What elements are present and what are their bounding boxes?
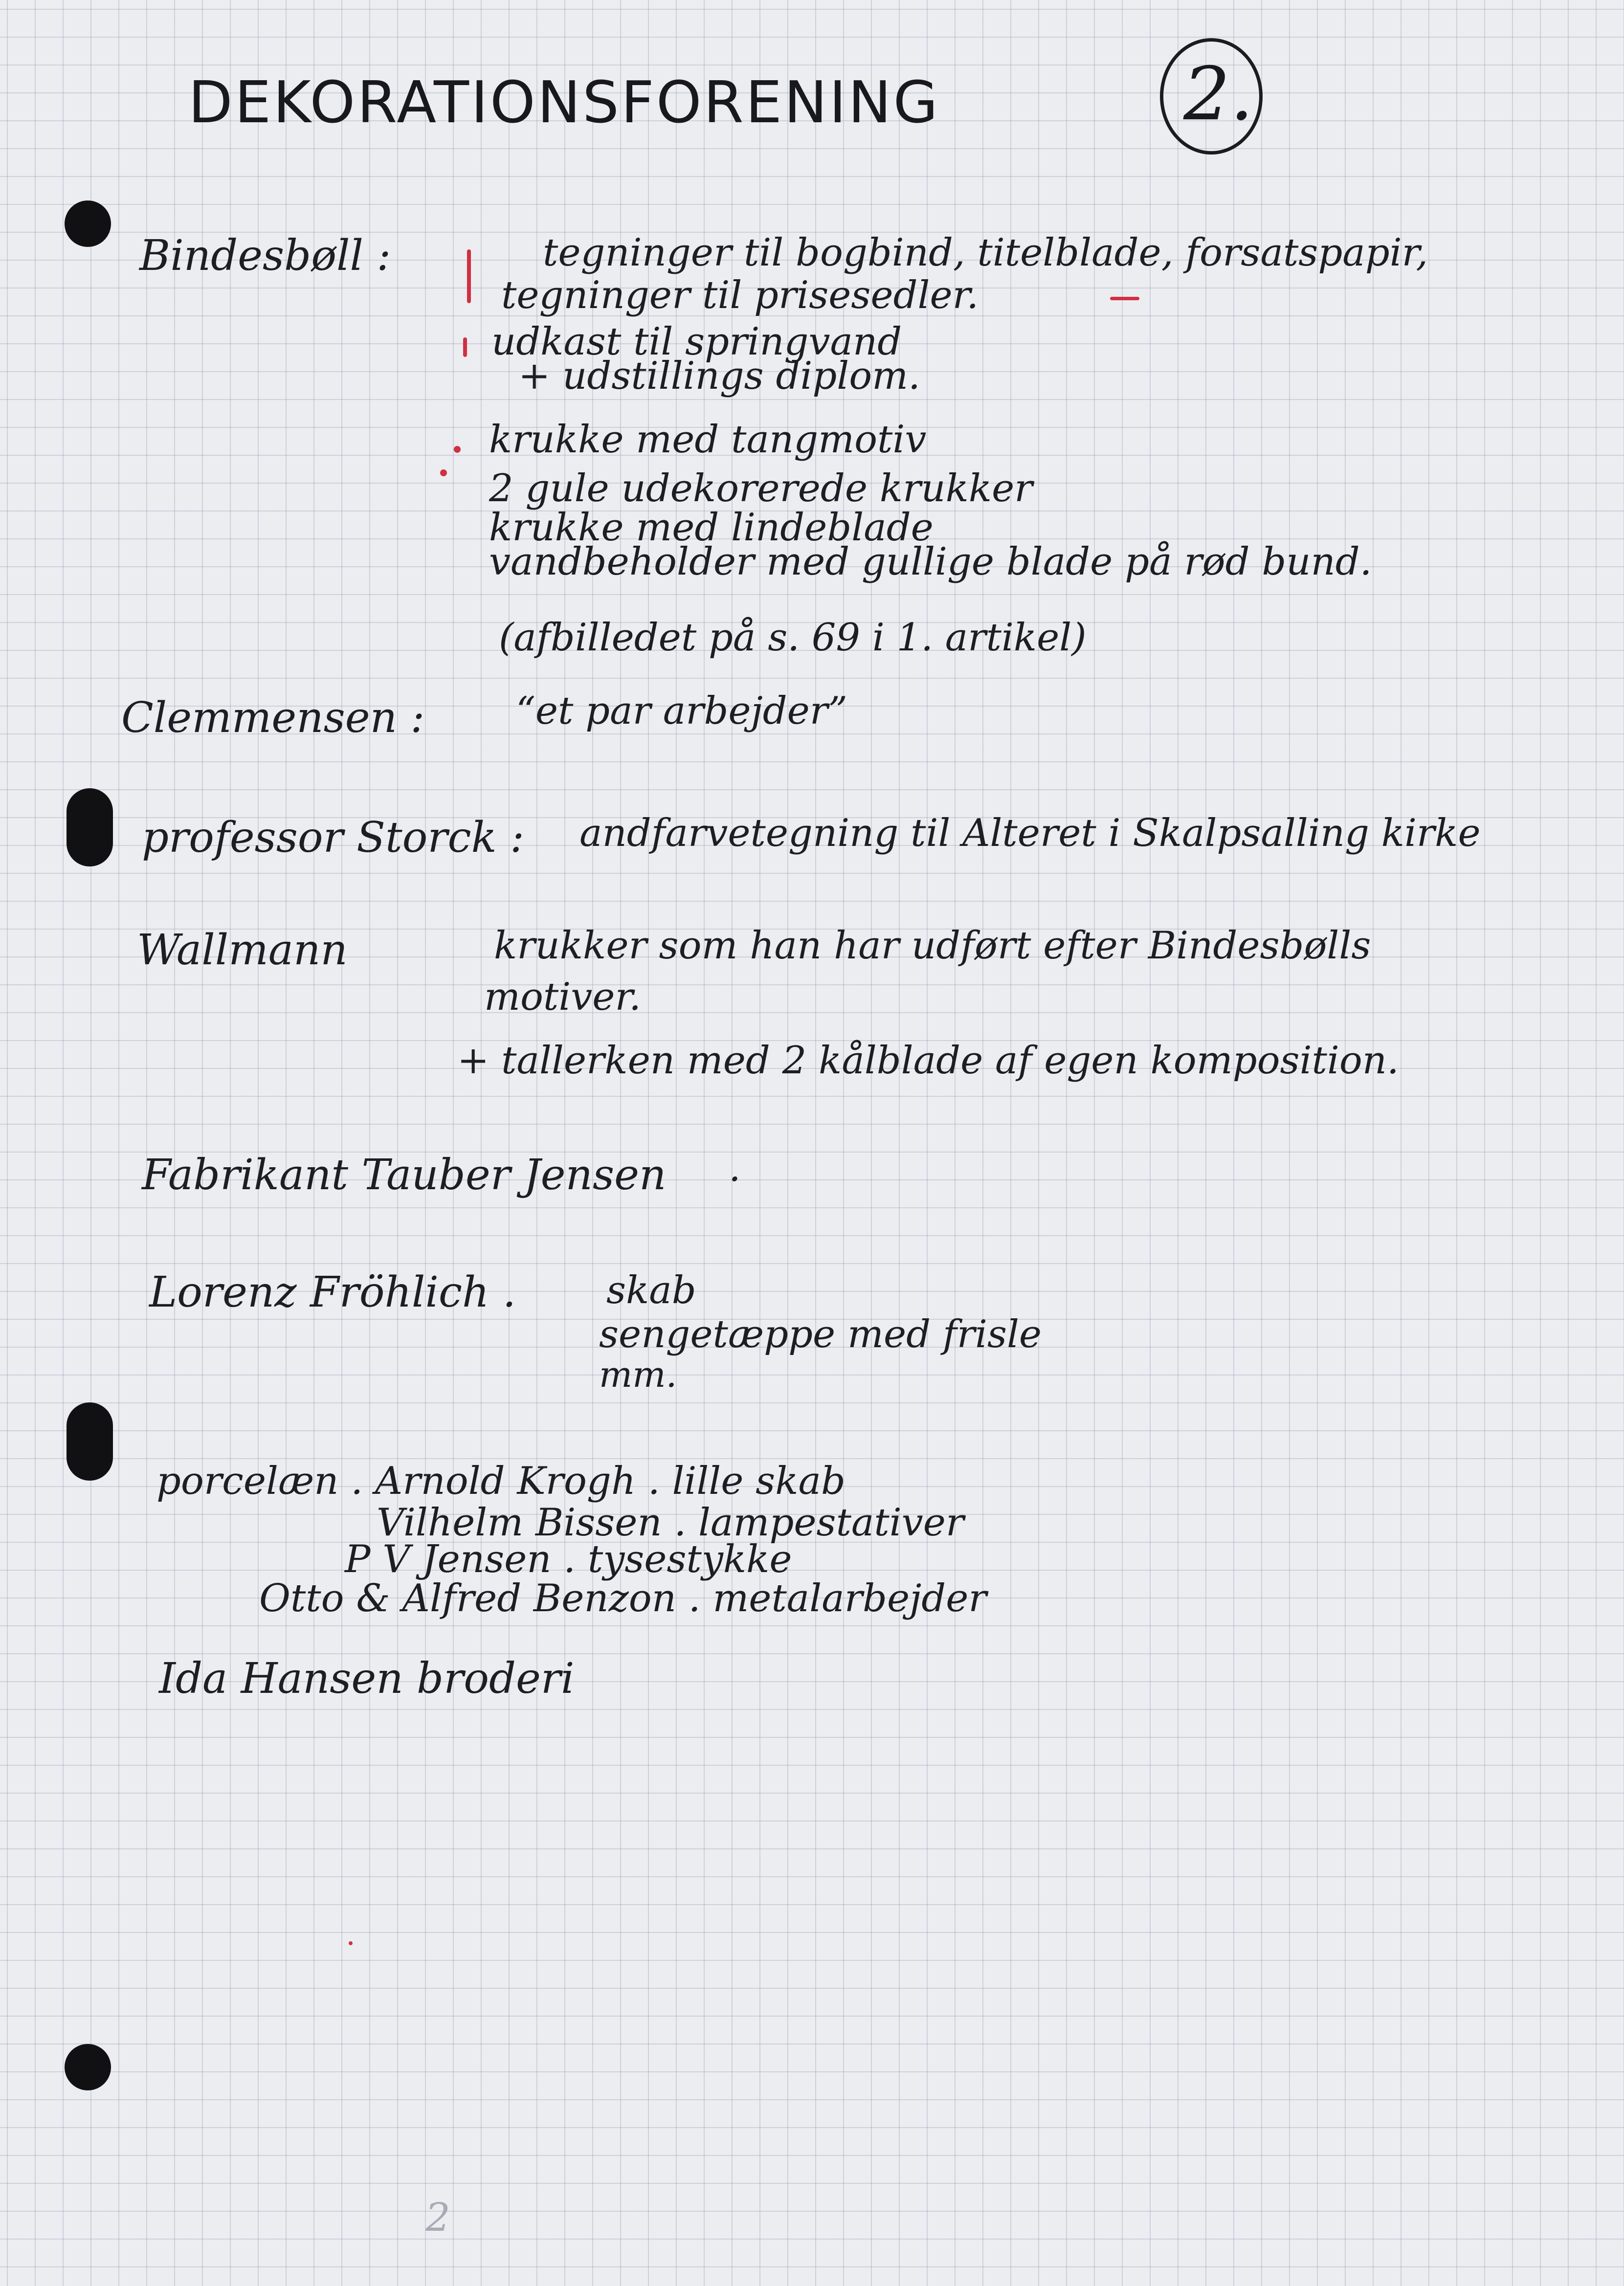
entry-name-ida-hansen: Ida Hansen broderi	[159, 1654, 575, 1703]
entry-name-tauber: Fabrikant Tauber Jensen	[142, 1151, 667, 1199]
page-title: DEKORATIONSFORENING	[188, 68, 940, 136]
punch-hole	[67, 1402, 113, 1481]
entry-line: motiver.	[484, 975, 641, 1019]
entry-line: tegninger til prisesedler.	[501, 273, 979, 317]
entry-name-clemmensen: Clemmensen :	[121, 693, 425, 742]
entry-line: “et par arbejder”	[516, 689, 848, 733]
entry-name-bindesboll: Bindesbøll :	[139, 231, 391, 280]
entry-line: P V Jensen . tysestykke	[345, 1537, 792, 1581]
entry-line: udkast til springvand	[491, 320, 902, 364]
red-dot-mark	[440, 469, 447, 476]
entry-line: + udstillings diplom.	[518, 354, 920, 398]
entry-line: Otto & Alfred Benzon . metalarbejder	[259, 1576, 987, 1620]
red-tick-mark	[467, 249, 471, 303]
entry-line: krukke med tangmotiv	[489, 418, 927, 462]
entry-line: vandbeholder med gullige blade på rød bund.	[489, 540, 1372, 584]
punch-hole	[65, 2044, 111, 2090]
entry-line: andfarvetegning til Alteret i Skalpsalling kirke	[579, 811, 1481, 855]
entry-name-wallmann: Wallmann	[137, 926, 348, 975]
page-number: 2.	[1183, 52, 1254, 137]
entry-name-storck: professor Storck :	[142, 813, 525, 862]
entry-line: mm.	[599, 1354, 677, 1395]
entry-line: porcelæn . Arnold Krogh . lille skab	[156, 1459, 845, 1503]
footer-page-number: 2	[425, 2195, 450, 2240]
punch-hole	[67, 788, 113, 866]
entry-line: 2 gule udekorerede krukker	[489, 466, 1033, 510]
entry-line: skab	[606, 1268, 696, 1312]
punch-hole	[65, 200, 111, 247]
entry-line: krukker som han har udført efter Bindesbølls	[494, 924, 1371, 968]
entry-line: + tallerken med 2 kålblade af egen komposition.	[457, 1039, 1399, 1083]
red-tick-mark	[463, 337, 467, 357]
entry-line: .	[729, 1146, 741, 1190]
entry-line: tegninger til bogbind, titelblade, forsatspapir,	[543, 231, 1428, 275]
red-dot-mark	[349, 1941, 353, 1945]
entry-line: krukke med lindeblade	[489, 506, 934, 550]
red-dash-mark	[1110, 297, 1139, 300]
entry-line: Vilhelm Bissen . lampestativer	[377, 1501, 964, 1545]
entry-line: sengetæppe med frisle	[599, 1312, 1042, 1356]
entry-line: (afbilledet på s. 69 i 1. artikel)	[499, 616, 1087, 660]
red-dot-mark	[454, 446, 461, 453]
entry-name-frohlich: Lorenz Fröhlich .	[149, 1268, 516, 1317]
